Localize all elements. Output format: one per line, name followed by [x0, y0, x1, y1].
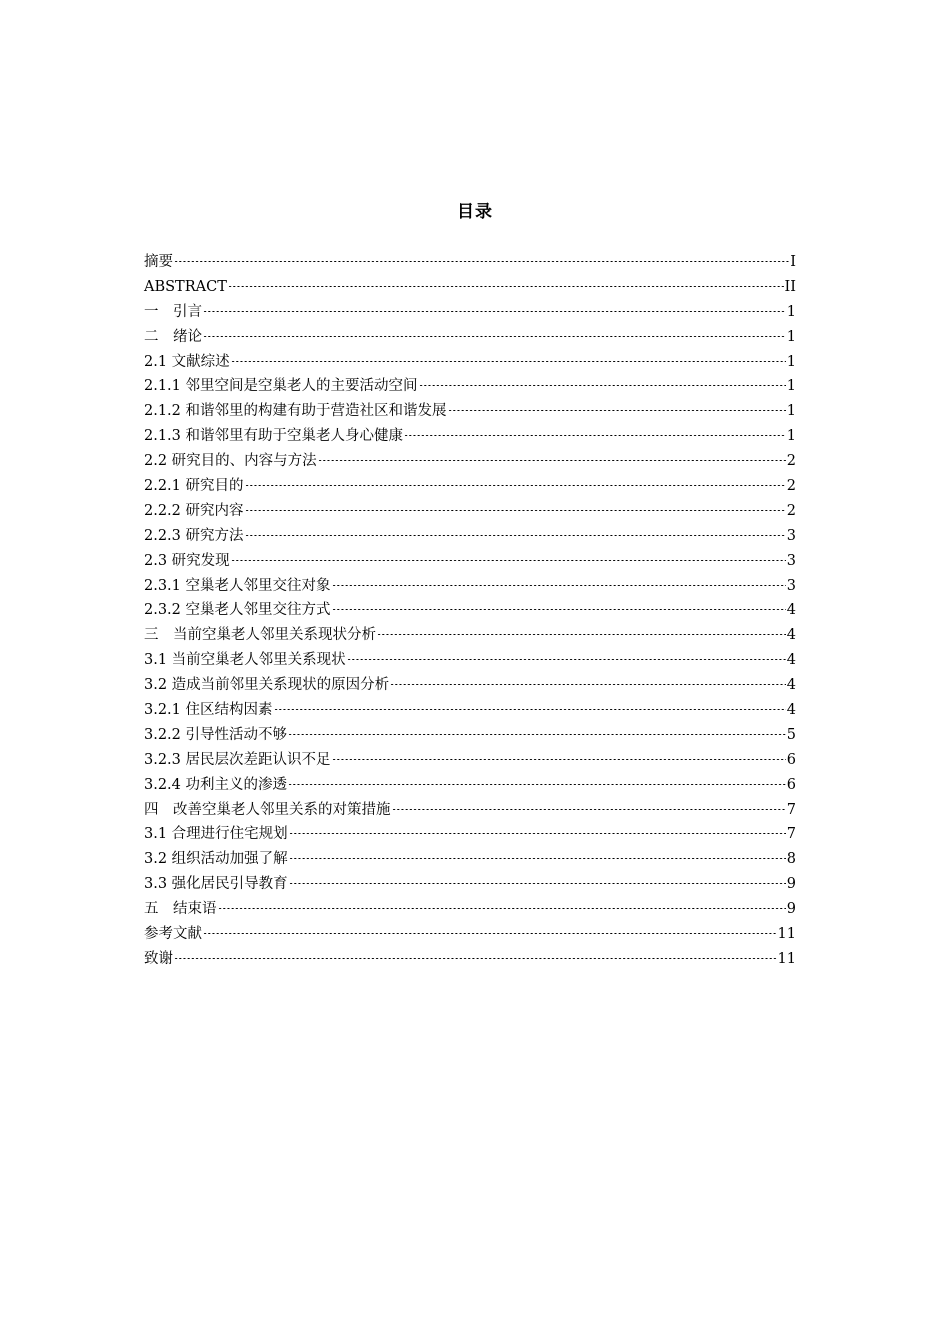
dot-leader	[332, 585, 786, 586]
toc-entry[interactable]	[144, 325, 796, 350]
toc-entry[interactable]	[144, 822, 796, 847]
toc-entry-label: 二 绪论	[144, 328, 202, 345]
dot-leader	[174, 261, 789, 262]
toc-entry-label: 3.3 强化居民引导教育	[144, 876, 288, 893]
dot-leader	[245, 485, 786, 486]
toc-entry-label: 2.3.1 空巢老人邻里交往对象	[144, 577, 331, 594]
toc-entry[interactable]	[144, 250, 796, 275]
dot-leader	[228, 286, 784, 287]
toc-entry-page-number: 3	[786, 527, 796, 544]
toc-entry-label: 三 当前空巢老人邻里关系现状分析	[144, 627, 376, 644]
toc-entry[interactable]	[144, 748, 796, 773]
toc-entry-page-number: 3	[786, 577, 796, 594]
toc-entry[interactable]	[144, 350, 796, 375]
toc-entry-label: 3.1 合理进行住宅规划	[144, 826, 288, 843]
dot-leader	[332, 609, 786, 610]
toc-entry[interactable]	[144, 698, 796, 723]
toc-entry-page-number: 4	[786, 652, 796, 669]
toc-entry[interactable]	[144, 897, 796, 922]
toc-entry-page-number: 1	[786, 428, 796, 445]
toc-entry[interactable]	[144, 275, 796, 300]
toc-entry-label: 摘要	[144, 254, 173, 270]
toc-entry-page-number: 7	[786, 801, 796, 818]
toc-entry-page-number: 2	[786, 502, 796, 519]
page-title: 目录	[457, 202, 493, 222]
toc-entry-page-number: 7	[786, 826, 796, 843]
toc-entry-page-number: 1	[786, 303, 796, 320]
toc-entry-label: 参考文献	[144, 926, 202, 943]
toc-entry[interactable]	[144, 574, 796, 599]
toc-entry-label: 2.2 研究目的、内容与方法	[144, 453, 317, 470]
toc-entry-label: 3.1 当前空巢老人邻里关系现状	[144, 652, 346, 669]
toc-entry-label: 2.1.1 邻里空间是空巢老人的主要活动空间	[144, 378, 418, 395]
toc-entry-page-number: 6	[786, 751, 796, 768]
toc-entry-label: 3.2.2 引导性活动不够	[144, 726, 288, 743]
toc-entry[interactable]	[144, 773, 796, 798]
toc-entry-page-number: I	[790, 254, 796, 270]
toc-entry[interactable]	[144, 847, 796, 872]
dot-leader	[347, 659, 786, 660]
dot-leader	[231, 560, 786, 561]
toc-entry[interactable]	[144, 449, 796, 474]
dot-leader	[274, 709, 786, 710]
toc-entry-page-number: 11	[777, 926, 796, 943]
toc-entry[interactable]	[144, 549, 796, 574]
dot-leader	[218, 908, 786, 909]
dot-leader	[392, 809, 786, 810]
toc-entry[interactable]	[144, 872, 796, 897]
toc-entry-page-number: 4	[786, 702, 796, 719]
dot-leader	[245, 535, 786, 536]
dot-leader	[332, 759, 786, 760]
dot-leader	[404, 435, 786, 436]
toc-entry[interactable]	[144, 922, 796, 947]
toc-entry-page-number: II	[784, 278, 796, 295]
toc-entry[interactable]	[144, 399, 796, 424]
toc-entry-label: 3.2 组织活动加强了解	[144, 851, 288, 868]
toc-entry-page-number: 11	[777, 950, 796, 967]
toc-entry-label: 3.2 造成当前邻里关系现状的原因分析	[144, 677, 390, 694]
dot-leader	[203, 336, 786, 337]
toc-entry-label: 3.2.4 功利主义的渗透	[144, 776, 288, 793]
toc-entry-page-number: 4	[786, 627, 796, 644]
toc-entry[interactable]	[144, 673, 796, 698]
toc-entry-label: 3.2.1 住区结构因素	[144, 702, 273, 719]
dot-leader	[231, 361, 786, 362]
toc-entry-page-number: 4	[786, 602, 796, 619]
dot-leader	[318, 460, 786, 461]
dot-leader	[288, 734, 786, 735]
toc-entry-label: 四 改善空巢老人邻里关系的对策措施	[144, 801, 391, 818]
toc-entry[interactable]	[144, 524, 796, 549]
toc-entry-page-number: 9	[786, 901, 796, 918]
dot-leader	[390, 684, 786, 685]
toc-entry-label: 致谢	[144, 950, 173, 967]
dot-leader	[203, 933, 777, 934]
toc-entry-label: 3.2.3 居民层次差距认识不足	[144, 751, 331, 768]
toc-entry[interactable]	[144, 598, 796, 623]
toc-entry-page-number: 8	[786, 851, 796, 868]
toc-entry-page-number: 2	[786, 453, 796, 470]
toc-entry-label: ABSTRACT	[144, 278, 227, 295]
dot-leader	[448, 410, 786, 411]
table-of-contents	[144, 250, 796, 972]
toc-entry-label: 2.2.3 研究方法	[144, 527, 244, 544]
toc-entry-page-number: 2	[786, 478, 796, 495]
toc-entry-label: 2.1.3 和谐邻里有助于空巢老人身心健康	[144, 428, 404, 445]
toc-entry-page-number: 1	[786, 378, 796, 395]
toc-entry-label: 2.2.2 研究内容	[144, 502, 244, 519]
dot-leader	[289, 883, 786, 884]
toc-entry[interactable]	[144, 374, 796, 399]
toc-entry[interactable]	[144, 499, 796, 524]
toc-entry[interactable]	[144, 623, 796, 648]
dot-leader	[377, 634, 786, 635]
dot-leader	[174, 958, 777, 959]
toc-entry-page-number: 1	[786, 353, 796, 370]
toc-entry-label: 2.2.1 研究目的	[144, 478, 244, 495]
toc-entry-label: 2.3 研究发现	[144, 552, 230, 569]
toc-entry[interactable]	[144, 947, 796, 972]
toc-entry-page-number: 3	[786, 552, 796, 569]
toc-entry[interactable]	[144, 300, 796, 325]
toc-entry-label: 五 结束语	[144, 901, 217, 918]
toc-entry-page-number: 1	[786, 403, 796, 420]
dot-leader	[203, 311, 786, 312]
toc-entry-label: 2.1 文献综述	[144, 353, 230, 370]
toc-entry-page-number: 5	[786, 726, 796, 743]
toc-entry-page-number: 9	[786, 876, 796, 893]
toc-entry[interactable]	[144, 474, 796, 499]
toc-entry[interactable]	[144, 424, 796, 449]
dot-leader	[288, 784, 786, 785]
toc-entry[interactable]	[144, 798, 796, 823]
toc-entry[interactable]	[144, 648, 796, 673]
toc-entry-label: 2.3.2 空巢老人邻里交往方式	[144, 602, 331, 619]
toc-entry-label: 一 引言	[144, 303, 202, 320]
toc-entry-page-number: 4	[786, 677, 796, 694]
dot-leader	[419, 385, 786, 386]
dot-leader	[289, 833, 786, 834]
toc-entry[interactable]	[144, 723, 796, 748]
toc-entry-page-number: 6	[786, 776, 796, 793]
toc-entry-label: 2.1.2 和谐邻里的构建有助于营造社区和谐发展	[144, 403, 447, 420]
dot-leader	[289, 858, 786, 859]
toc-entry-page-number: 1	[786, 328, 796, 345]
dot-leader	[245, 510, 786, 511]
